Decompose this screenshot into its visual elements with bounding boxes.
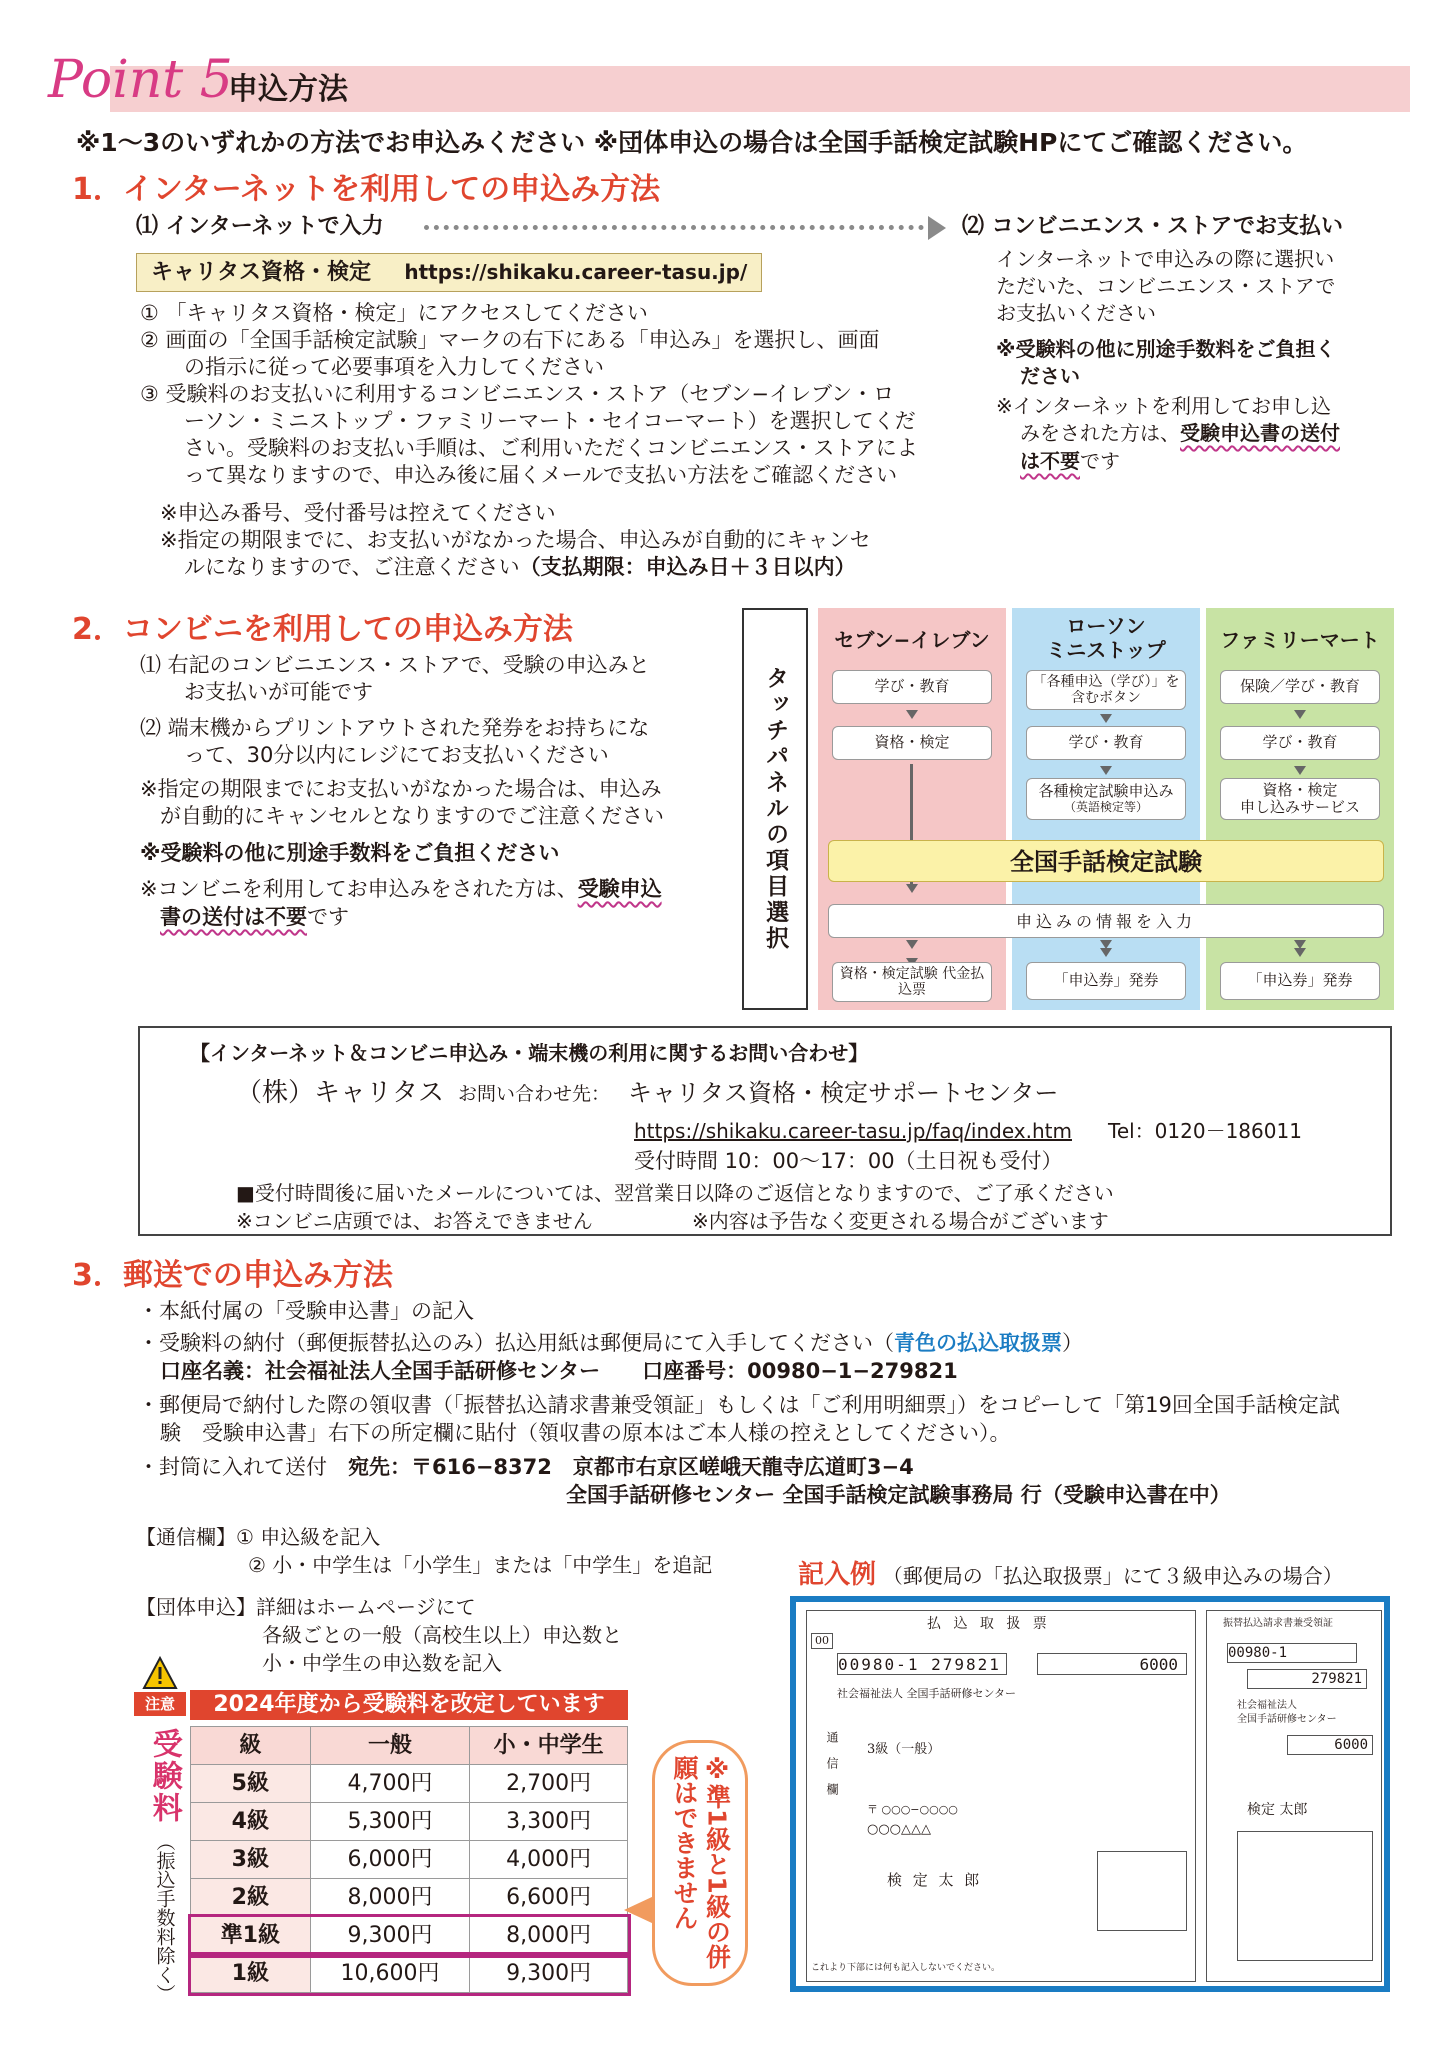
slip-footer: これより下部には何も記入しないでください。 — [811, 1963, 1001, 1973]
bubble-tail — [624, 1896, 654, 1924]
s2-n3-line2 — [160, 904, 349, 932]
receipt-stamp-area — [1237, 1831, 1373, 1961]
inquiry-note3: ※内容は予告なく変更される場合がございます — [692, 1209, 1109, 1233]
touch-panel-label-box — [742, 608, 808, 1010]
s1-right-n2c: 受験申込書の送付 — [1180, 421, 1340, 445]
slip-amount: 6000 — [1037, 1653, 1187, 1675]
table-row: 2級 8,000円 6,600円 — [191, 1879, 628, 1917]
s1-right-n2e: です — [1080, 449, 1120, 473]
s3-b4c: 全国手話研修センター 全国手話検定試験事務局 行（受験申込書在中） — [566, 1483, 1231, 1507]
s1-item3a: ③ 受験料のお支払いに利用するコンビニエンス・ストア（セブン−イレブン・ロ — [140, 382, 895, 406]
receipt-name: 検定 太郎 — [1247, 1802, 1308, 1818]
arrow-down-icon — [1294, 710, 1306, 719]
s3-dantai2: 各級ごとの一般（高校生以上）申込数と — [262, 1623, 622, 1647]
slip-payee: 社会福祉法人 全国手話研修センター — [837, 1687, 1017, 1700]
arrow-down-icon — [1294, 948, 1306, 957]
lawson-last: 「申込券」発券 — [1026, 962, 1186, 1000]
inquiry-title: 【インターネット＆コンビニ申込み・端末機の利用に関するお問い合わせ】 — [190, 1041, 869, 1065]
inquiry-center: キャリタス資格・検定サポートセンター — [628, 1079, 1059, 1107]
s1-note2c: （支払期限：申込み日＋３日以内） — [519, 555, 856, 579]
point-label: Point 5 — [48, 50, 233, 110]
s1-item1: ① 「キャリタス資格・検定」にアクセスしてください — [140, 301, 648, 325]
section2-title: 2．コンビニを利用しての申込み方法 — [72, 612, 573, 647]
inquiry-url[interactable]: https://shikaku.career-tasu.jp/faq/index.htm — [634, 1119, 1072, 1143]
family-last: 「申込券」発券 — [1220, 962, 1380, 1000]
example-title: 記入例 — [798, 1560, 877, 1590]
col-familymart — [1206, 608, 1394, 1010]
s3-b3a: ・郵便局で納付した際の領収書（「振替払込請求書兼受領証」もしくは「ご利用明細票」）をコピーして「第19回全国手話検定試 — [138, 1393, 1340, 1417]
example-form — [790, 1596, 1390, 1992]
arrow-right-icon — [928, 216, 946, 240]
page-title: 申込方法 — [228, 72, 348, 107]
slip-name: 検 定 太 郎 — [887, 1871, 983, 1889]
receipt-payee1: 社会福祉法人 — [1237, 1700, 1297, 1711]
s3-b2d: 口座名義：社会福祉法人全国手話研修センター 口座番号：00980−1−279821 — [160, 1359, 958, 1383]
notice-bubble-text: ※準1級と1級の併願はできません — [670, 1755, 732, 1969]
receipt-title: 振替払込請求書兼受領証 — [1223, 1618, 1333, 1629]
fee-header-grade: 級 — [191, 1727, 311, 1765]
arrow-down-icon — [906, 710, 918, 719]
slip-code: 00 — [811, 1633, 833, 1649]
dotted-arrow-line — [424, 225, 924, 230]
lawson-step-3: 各種検定試験申込み （英語検定等） — [1026, 778, 1186, 820]
warning-icon — [142, 1656, 178, 1690]
s2-i2a: ⑵ 端末機からプリントアウトされた発券をお持ちにな — [140, 716, 650, 740]
inquiry-contact-label: お問い合わせ先： — [458, 1083, 611, 1105]
arrow-down-icon — [1100, 766, 1112, 775]
s3-b2a: ・受験料の納付（郵便振替払込のみ）払込用紙は郵便局にて入手してください（ — [138, 1331, 894, 1355]
slip-addr: 〒 ○○○−○○○○ — [867, 1803, 958, 1816]
inquiry-box — [138, 1026, 1392, 1236]
seven-step-2: 資格・検定 — [832, 726, 992, 760]
transfer-slip — [806, 1610, 1196, 1982]
s3-b2c: ） — [1062, 1331, 1083, 1355]
s2-n3c: 書の送付は不要 — [160, 905, 307, 929]
receipt-account: 00980-1 — [1227, 1643, 1357, 1663]
s1-right-n2a: ※インターネットを利用してお申し込 — [996, 394, 1331, 418]
section1-title: 1．インターネットを利用しての申込み方法 — [72, 172, 661, 207]
s1-item2b: の指示に従って必要事項を入力してください — [184, 355, 604, 379]
s1-item3b: ーソン・ミニストップ・ファミリーマート・セイコーマート）を選択してくだ — [184, 409, 916, 433]
fee-header-student: 小・中学生 — [470, 1727, 628, 1765]
table-row: 4級 5,300円 3,300円 — [191, 1803, 628, 1841]
s1-right-n2-line2 — [1020, 448, 1120, 474]
s2-n2: ※受験料の他に別途手数料をご負担ください — [140, 841, 560, 865]
table-row: 1級 10,600円 9,300円 — [191, 1955, 628, 1993]
family-step-1: 保険／学び・教育 — [1220, 670, 1380, 704]
slip-account: 00980-1 279821 — [837, 1653, 1007, 1675]
s1-note2b-line — [184, 554, 856, 582]
s3-dantai1: 【団体申込】詳細はホームページにて — [136, 1595, 476, 1619]
fee-header-general: 一般 — [310, 1727, 470, 1765]
inquiry-hours: 受付時間 10：00～17：00（土日祝も受付） — [634, 1149, 1063, 1173]
slip-addr2: ○○○△△△ — [867, 1822, 932, 1837]
table-row: 準1級 9,300円 8,000円 — [191, 1917, 628, 1955]
s2-n3-line — [140, 876, 662, 904]
s1-right-n2b: みをされた方は、 — [1020, 421, 1180, 445]
s3-b2-line — [138, 1330, 1083, 1358]
arrow-down-icon — [906, 940, 918, 949]
url-box-name: キャリタス資格・検定 — [151, 260, 372, 285]
touch-panel-label: タッチパネルの項目選択 — [762, 666, 789, 952]
table-row: 5級 4,700円 2,700円 — [191, 1765, 628, 1803]
step2-label: ⑵ コンビニエンス・ストアでお支払い — [962, 214, 1344, 239]
s1-right-n1a: ※受験料の他に別途手数料をご負担く — [996, 337, 1336, 361]
inquiry-note2: ※コンビニ店頭では、お答えできません — [236, 1209, 593, 1233]
s1-right-p2: ただいた、コンビニエンス・ストアで — [996, 274, 1336, 298]
arrow-down-icon — [1100, 714, 1112, 723]
s1-note2b: ルになりますので、ご注意ください — [184, 555, 520, 579]
receipt-amount: 6000 — [1287, 1735, 1373, 1755]
slip-side-labels: 通信欄 — [825, 1731, 839, 1809]
s1-note2a: ※指定の期限までに、お支払いがなかった場合、申込みが自動的にキャンセ — [160, 528, 871, 552]
s2-i1a: ⑴ 右記のコンビニエンス・ストアで、受験の申込みと — [140, 653, 650, 677]
seven-step-1: 学び・教育 — [832, 670, 992, 704]
s2-n3b: 受験申込 — [577, 877, 662, 901]
lead-note: ※1～3のいずれかの方法でお申込みください ※団体申込の場合は全国手話検定試験HPにてご確認ください。 — [76, 128, 1308, 157]
table-row: 3級 6,000円 4,000円 — [191, 1841, 628, 1879]
s1-right-n2d: は不要 — [1020, 449, 1080, 473]
s3-b4-line — [138, 1454, 914, 1482]
s1-item3c: さい。受験料のお支払い手順は、ご利用いただくコンビニエンス・ストアによ — [184, 436, 918, 460]
s1-note1: ※申込み番号、受付番号は控えてください — [160, 501, 556, 525]
receipt-payee2: 全国手話研修センター — [1237, 1714, 1337, 1725]
fee-banner: 2024年度から受験料を改定しています — [190, 1690, 628, 1720]
s1-right-n1b: ださい — [1020, 364, 1080, 388]
slip-title: 払 込 取 扱 票 — [927, 1616, 1051, 1632]
exam-name-bar: 全国手話検定試験 — [828, 840, 1384, 882]
example-subtitle: （郵便局の「払込取扱票」にて３級申込みの場合） — [882, 1564, 1343, 1588]
s3-dantai3: 小・中学生の申込数を記入 — [262, 1651, 502, 1675]
inquiry-note1: ■受付時間後に届いたメールについては、翌営業日以降のご返信となりますので、ご了承ください — [236, 1181, 1114, 1205]
fee-table — [190, 1726, 628, 1993]
receipt-slip — [1206, 1610, 1382, 1982]
s1-item3d: って異なりますので、申込み後に届くメールで支払い方法をご確認ください — [184, 463, 898, 487]
example-heading — [798, 1558, 1343, 1592]
url-box-url[interactable]: https://shikaku.career-tasu.jp/ — [404, 260, 748, 284]
seven-last: 資格・検定試験 代金払込票 — [832, 962, 992, 1002]
fee-side-big: 受験料 — [146, 1728, 182, 1824]
s2-n1b: が自動的にキャンセルとなりますのでご注意ください — [160, 804, 664, 828]
lawson-name: ローソン — [1066, 614, 1146, 638]
s3-b2b: 青色の払込取扱票 — [894, 1331, 1062, 1355]
receipt-account-number: 279821 — [1247, 1669, 1367, 1689]
slip-grade-note: 3級（一般） — [867, 1742, 941, 1757]
fee-side-small: （振込手数料除く） — [153, 1832, 176, 2003]
lawson-step-2: 学び・教育 — [1026, 726, 1186, 760]
s1-right-p3: お支払いください — [996, 301, 1156, 325]
section3-title: 3．郵送での申込み方法 — [72, 1258, 393, 1293]
s2-n3d: です — [307, 905, 349, 929]
url-box — [136, 253, 762, 292]
s3-tsushin1: 【通信欄】① 申込級を記入 — [136, 1525, 381, 1549]
s3-b4b: 宛先：〒616−8372 京都市右京区嵯峨天龍寺広道町3−4 — [348, 1455, 914, 1479]
familymart-name: ファミリーマート — [1220, 628, 1380, 652]
notice-bubble — [652, 1740, 748, 1986]
seven-eleven-name: セブン−イレブン — [834, 628, 990, 652]
arrow-down-icon — [1294, 766, 1306, 775]
s1-item2a: ② 画面の「全国手話検定試験」マークの右下にある「申込み」を選択し、画面 — [140, 328, 880, 352]
ministop-name: ミニストップ — [1046, 638, 1166, 662]
inquiry-company: （株）キャリタス — [236, 1078, 445, 1108]
step1-label: ⑴ インターネットで入力 — [136, 214, 384, 239]
inquiry-tel: Tel：0120－186011 — [1108, 1119, 1302, 1143]
col-seven-eleven — [818, 608, 1006, 1010]
s2-n3a: ※コンビニを利用してお申込みをされた方は、 — [140, 877, 578, 901]
s1-right-p1: インターネットで申込みの際に選択い — [996, 247, 1335, 271]
input-info-bar: 申込みの情報を入力 — [828, 904, 1384, 938]
slip-stamp-area — [1097, 1851, 1187, 1931]
s3-b4a: ・封筒に入れて送付 — [138, 1455, 348, 1479]
fee-side-label — [144, 1728, 184, 2003]
arrow-down-icon — [906, 884, 918, 893]
s3-b1: ・本紙付属の「受験申込書」の記入 — [138, 1299, 474, 1323]
s3-tsushin2: ② 小・中学生は「小学生」または「中学生」を追記 — [248, 1553, 713, 1577]
col-lawson — [1012, 608, 1200, 1010]
caution-badge: 注意 — [134, 1692, 186, 1716]
family-step-3: 資格・検定 申し込みサービス — [1220, 778, 1380, 820]
s2-i1b: お支払いが可能です — [184, 680, 373, 704]
arrow-down-icon — [1100, 948, 1112, 957]
family-step-2: 学び・教育 — [1220, 726, 1380, 760]
s1-right-n2-line — [1020, 420, 1340, 446]
lawson-step-1: 「各種申込（学び）」を含むボタン — [1026, 670, 1186, 710]
s2-n1a: ※指定の期限までにお支払いがなかった場合は、申込み — [140, 777, 662, 801]
s2-i2b: って、30分以内にレジにてお支払いください — [184, 743, 609, 767]
s3-b3b: 験 受験申込書」右下の所定欄に貼付（領収書の原本はご本人様の控えとしてください）。 — [160, 1421, 1011, 1445]
